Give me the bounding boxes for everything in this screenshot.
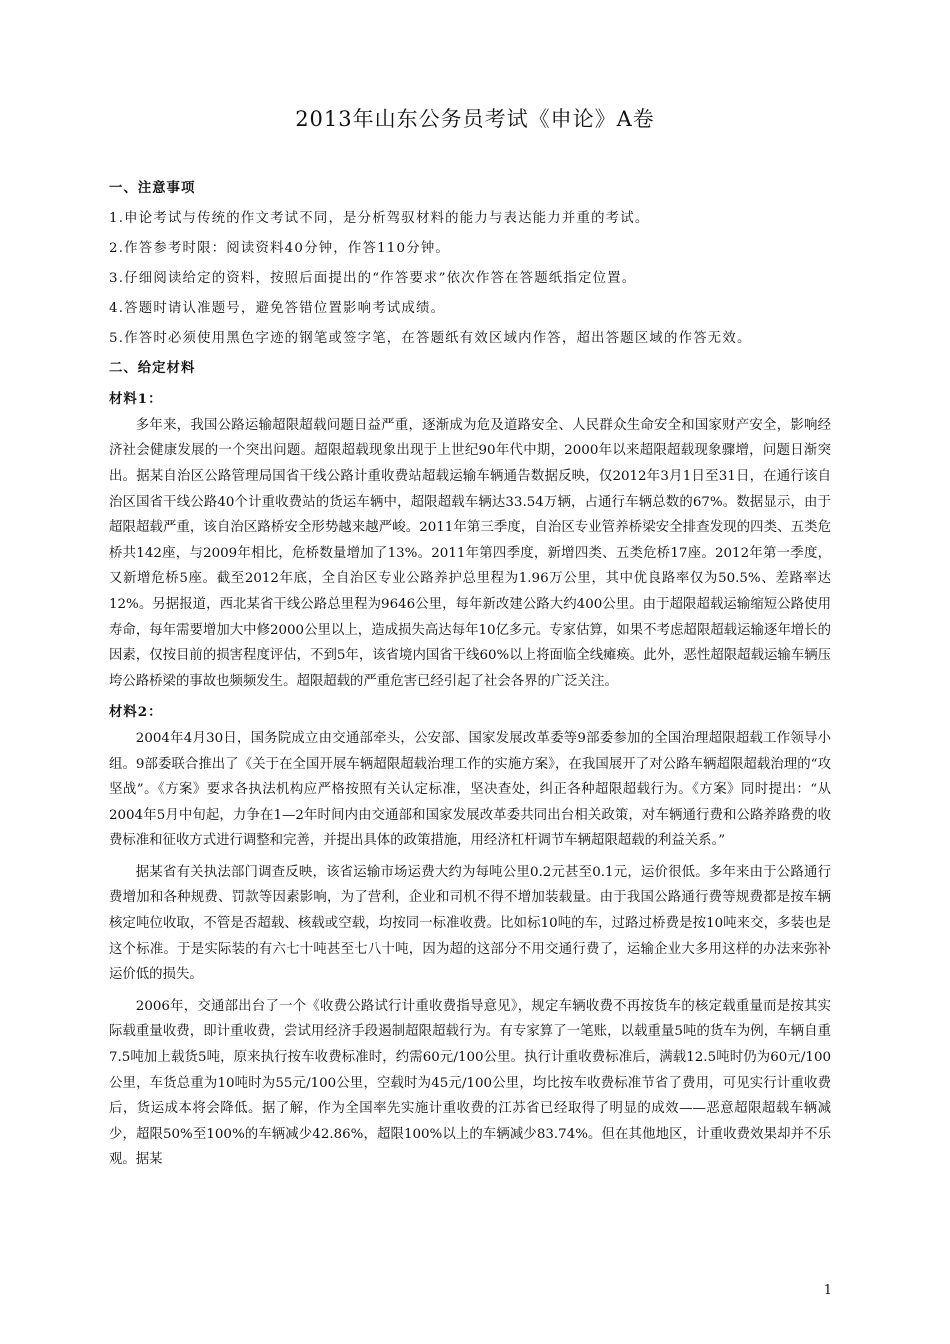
material-2-label: 材料2： <box>109 704 163 721</box>
material-1-label: 材料1： <box>109 391 163 408</box>
note-item: 3.仔细阅读给定的资料，按照后面提出的“作答要求”依次作答在答题纸指定位置。 <box>109 270 637 286</box>
material-2-paragraph: 2004年4月30日，国务院成立由交通部牵头，公安部、国家发展改革委等9部委参加的全国治理超限超载工作领导小组。9部委联合推出了《关于在全国开展车辆超限超载治理工作的实施方案》，在我国展开了对公路车辆超限超载治理的“攻坚战”。《方案》要求各执法机构应严格按照有关认定标准，坚决查处，纠正各种超限超载行为。《方案》同时提出：“从2004年5月中旬起，力争在1—2年时间内由交通部和国家发展改革委共同出台相关政策，对车辆通行费和公路养路费的收费标准和征收方式进行调整和完善，并提出具体的政策措施，用经济杠杆调节车辆超限超载的利益关系。” <box>109 730 831 849</box>
note-item: 5.作答时必须使用黑色字迹的钢笔或签字笔，在答题纸有效区域内作答，超出答题区域的作答无效。 <box>109 330 752 346</box>
material-1-paragraph: 多年来，我国公路运输超限超载问题日益严重，逐渐成为危及道路安全、人民群众生命安全和国家财产安全，影响经济社会健康发展的一个突出问题。超限超载现象出现于上世纪90年代中期，2000年以来超限超载现象骤增，问题日渐突出。据某自治区公路管理局国省干线公路计重收费站超载运输车辆通告数据反映，仅2012年3月1日至31日，在通行该自治区国省干线公路40个计重收费站的货运车辆中，超限超载车辆达33.54万辆，占通行车辆总数的67%。数据显示，由于超限超载严重，该自治区路桥安全形势越来越严峻。2011年第三季度，自治区专业管养桥梁安全排查发现的四类、五类危桥共142座，与2009年相比，危桥数量增加了13%。2011年第四季度，新增四类、五类危桥17座。2012年第一季度，又新增危桥5座。截至2012年底，全自治区专业公路养护总里程为1.96万公里，其中优良路率仅为50.5%、差路率达12%。另据报道，西北某省干线公路总里程为9646公里，每年新改建公路大约400公里。由于超限超载运输缩短公路使用寿命，每年需要增加大中修2000公里以上，造成损失高达每年10亿多元。专家估算，如果不考虑超限超载运输逐年增长的因素，仅按目前的损害程度评估，不到5年，该省境内国省干线60%以上将面临全线瘫痪。此外，恶性超限超载运输车辆压垮公路桥梁的事故也频频发生。超限超载的严重危害已经引起了社会各界的广泛关注。 <box>109 417 831 689</box>
notes-list <box>109 204 831 354</box>
section-heading-notes: 一、注意事项 <box>109 180 196 196</box>
material-2-paragraph: 2006年，交通部出台了一个《收费公路试行计重收费指导意见》，规定车辆收费不再按货车的核定载重量而是按其实际载重量收费，即计重收费，尝试用经济手段遏制超限超载行为。有专家算了一笔账，以载重量5吨的货车为例，车辆自重7.5吨加上载货5吨，原来执行按车收费标准时，约需60元/100公里。执行计重收费标准后，满载12.5吨时仍为60元/100公里，车货总重为10吨时为55元/100公里，空载时为45元/100公里，均比按车收费标准节省了费用，可见实行计重收费后，货运成本将会降低。据了解，作为全国率先实施计重收费的江苏省已经取得了明显的成效——恶意超限超载车辆减少，超限50%至100%的车辆减少42.86%，超限100%以上的车辆减少83.74%。但在其他地区，计重收费效果却并不乐观。据某 <box>109 998 831 1168</box>
section-heading-materials: 二、给定材料 <box>109 359 196 376</box>
document-body <box>109 176 831 1173</box>
document-title: 2013年山东公务员考试《申论》A卷 <box>295 107 655 131</box>
note-item: 2.作答参考时限：阅读资料40分钟，作答110分钟。 <box>109 240 450 256</box>
note-item: 1.申论考试与传统的作文考试不同，是分析驾驭材料的能力与表达能力并重的考试。 <box>109 210 650 226</box>
note-item: 4.答题时请认准题号，避免答错位置影响考试成绩。 <box>109 300 446 316</box>
material-2-paragraph: 据某省有关执法部门调查反映，该省运输市场运费大约为每吨公里0.2元甚至0.1元，运价很低。多年来由于公路通行费增加和各种规费、罚款等因素影响，为了营利，企业和司机不得不增加装载量。由于我国公路通行费等规费都是按车辆核定吨位收取，不管是否超载、核载或空载，均按同一标准收费。比如标10吨的车，过路过桥费是按10吨来交，多装也是这个标准。于是实际装的有六七十吨甚至七八十吨，因为超的这部分不用交通行费了，运输企业大多用这样的办法来弥补运价低的损失。 <box>109 864 831 983</box>
page-number: 1 <box>823 1283 832 1298</box>
